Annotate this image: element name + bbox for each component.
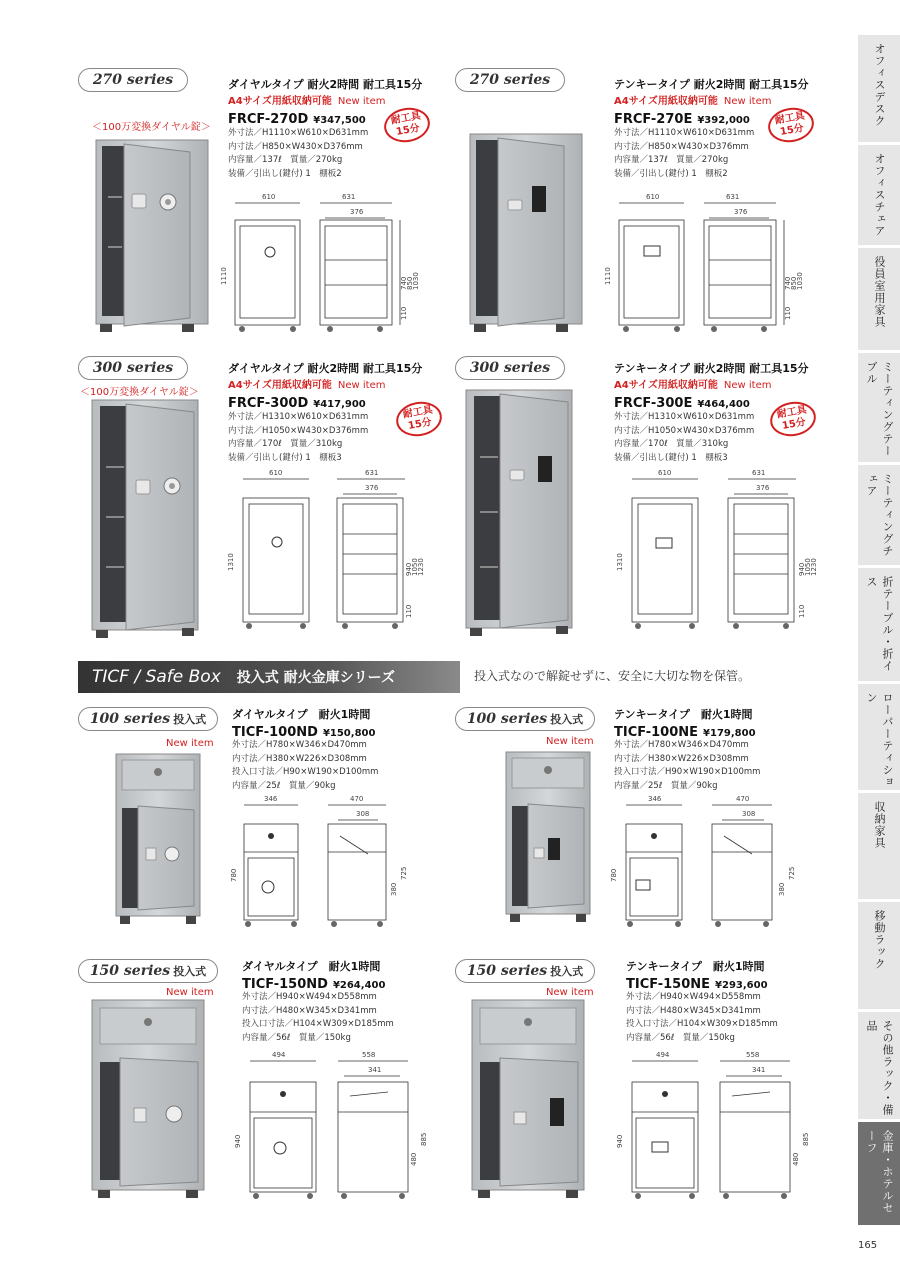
side-tab-label: 収納家具 <box>873 801 886 849</box>
spec-line: 投入口寸法／H104×W309×D185mm <box>242 1019 394 1029</box>
product-heading: ダイヤルタイプ 耐火1時間 <box>232 708 371 721</box>
series-suffix: 投入式 <box>173 713 207 726</box>
dim-height: 1310 <box>616 553 624 571</box>
dim-depth: 558 <box>746 1051 760 1059</box>
badge-line: 耐工具 <box>776 404 808 421</box>
dim-height: 940 <box>616 1134 624 1148</box>
dim-width: 610 <box>262 193 276 201</box>
series-name: 100 series <box>89 711 171 727</box>
series-label: 270 series <box>78 68 188 92</box>
side-tab-label: ミーティングチェア <box>865 473 894 557</box>
dim-depth: 558 <box>362 1051 376 1059</box>
dim-inner-depth: 376 <box>756 484 770 492</box>
spec-list <box>242 991 394 1045</box>
tool-resistance-badge <box>765 104 816 145</box>
dim-inner-1: 480 <box>792 1152 800 1166</box>
side-tab-other-rack[interactable] <box>858 1012 900 1122</box>
dim-inner-2: 885 <box>802 1132 810 1146</box>
model <box>614 721 756 740</box>
dim-inner-depth: 308 <box>356 810 370 818</box>
spec-line: 内寸法／H380×W226×D308mm <box>232 753 367 764</box>
dim-depth: 470 <box>350 795 364 803</box>
series-label <box>78 707 218 731</box>
badge-line: 15分 <box>779 122 805 138</box>
dimension-drawing <box>604 190 804 340</box>
dim-inner-2: 725 <box>788 866 796 880</box>
model-price: ¥264,400 <box>332 980 386 991</box>
dim-inner-1: 740 <box>784 276 792 290</box>
spec-line: 内寸法／H480×W345×D341mm <box>242 1005 377 1016</box>
side-tab-label: 折テーブル・折イス <box>865 576 894 672</box>
dim-inner-1: 940 <box>405 562 413 576</box>
series-label <box>455 707 595 731</box>
spec-list <box>626 991 778 1045</box>
a4-text: A4サイズ用紙収納可能 <box>614 380 718 391</box>
dimension-drawing <box>220 190 420 340</box>
dim-inner-1: 940 <box>798 562 806 576</box>
spec-line: 内容量／25ℓ 質量／90kg <box>232 780 336 791</box>
model-code: TICF-150ND <box>242 977 328 992</box>
new-item-label: New item <box>546 736 594 747</box>
series-label <box>78 959 218 983</box>
spec-list <box>614 739 760 793</box>
dim-inner-1: 380 <box>390 882 398 896</box>
side-tab-label: その他ラック・備品 <box>865 1020 894 1116</box>
side-tab-executive[interactable] <box>858 248 900 353</box>
model <box>614 108 750 127</box>
dim-inner-2: 850 <box>790 276 798 290</box>
dim-inner-depth: 376 <box>365 484 379 492</box>
side-tab-folding[interactable] <box>858 568 900 684</box>
new-item-label: New item <box>546 987 594 998</box>
lock-note: ＜100万変換ダイヤル錠＞ <box>80 387 199 398</box>
model-price: ¥392,000 <box>697 115 750 126</box>
spec-line: 投入口寸法／H90×W190×D100mm <box>614 767 761 777</box>
model-price: ¥464,400 <box>697 399 750 410</box>
tool-resistance-badge <box>767 398 818 439</box>
series-label <box>455 959 595 983</box>
section-banner <box>78 661 460 693</box>
model-price: ¥417,900 <box>313 399 366 410</box>
spec-line: 内寸法／H850×W430×D376mm <box>614 141 749 152</box>
new-item-label: New item <box>337 380 386 391</box>
dim-height: 1110 <box>220 267 228 285</box>
dim-inner-2: 850 <box>406 276 414 290</box>
dim-inner-3: 1230 <box>417 558 425 576</box>
model <box>228 392 366 411</box>
a4-text: A4サイズ用紙収納可能 <box>228 380 332 391</box>
dim-inner-3: 1230 <box>810 558 818 576</box>
spec-line: 外寸法／H1110×W610×D631mm <box>614 128 755 138</box>
model <box>232 721 375 740</box>
spec-line: 外寸法／H940×W494×D558mm <box>626 992 761 1002</box>
dim-inner-depth: 341 <box>752 1066 766 1074</box>
series-suffix: 投入式 <box>550 965 584 978</box>
product-heading: ダイヤルタイプ 耐火2時間 耐工具15分 <box>228 362 423 375</box>
dim-inner-2: 725 <box>400 866 408 880</box>
dimension-drawing <box>612 466 832 638</box>
spec-line: 外寸法／H1110×W610×D631mm <box>228 128 369 138</box>
side-tab-label: 役員室用家具 <box>873 256 886 328</box>
dimension-drawing <box>228 792 418 937</box>
model-price: ¥293,600 <box>715 980 768 991</box>
model-price: ¥150,800 <box>322 728 376 739</box>
spec-line: 装備／引出し(鍵付) 1 棚板2 <box>228 168 342 179</box>
side-tab-storage[interactable] <box>858 793 900 902</box>
badge-line: 15分 <box>781 416 807 432</box>
model <box>228 108 366 127</box>
dim-height: 780 <box>230 868 238 882</box>
dim-inner-1: 480 <box>410 1152 418 1166</box>
spec-line: 装備／引出し(鍵付) 1 棚板2 <box>614 168 728 179</box>
model-code: FRCF-300D <box>228 396 309 411</box>
model-code: FRCF-270E <box>614 112 693 127</box>
dim-width: 346 <box>264 795 278 803</box>
product-heading: ダイヤルタイプ 耐火1時間 <box>242 960 381 973</box>
dim-foot: 110 <box>405 604 413 618</box>
model-code: FRCF-300E <box>614 396 693 411</box>
product-heading: テンキータイプ 耐火1時間 <box>626 960 765 973</box>
model-code: TICF-100NE <box>614 725 699 740</box>
new-item-label: New item <box>337 96 386 107</box>
spec-line: 装備／引出し(鍵付) 1 棚板3 <box>614 452 728 463</box>
dim-depth: 631 <box>342 193 356 201</box>
tool-resistance-badge <box>393 398 444 439</box>
side-tab-label: 金庫・ホテルセーフ <box>865 1130 894 1214</box>
dim-height: 780 <box>610 868 618 882</box>
dim-inner-depth: 341 <box>368 1066 382 1074</box>
dim-height: 1310 <box>227 553 235 571</box>
side-tab-label: ミーティングテーブル <box>865 361 894 457</box>
model-code: FRCF-270D <box>228 112 309 127</box>
spec-line: 外寸法／H780×W346×D470mm <box>232 740 367 750</box>
spec-line: 内容量／56ℓ 質量／150kg <box>626 1032 735 1043</box>
side-tab-office-chair[interactable] <box>858 145 900 248</box>
side-tab-partition[interactable] <box>858 684 900 793</box>
dimension-drawing <box>612 1048 812 1208</box>
banner-title-jp: 投入式 耐火金庫シリーズ <box>236 670 395 686</box>
side-tab-meeting-table[interactable] <box>858 353 900 465</box>
spec-line: 内容量／137ℓ 質量／270kg <box>228 155 343 165</box>
spec-line: 内容量／56ℓ 質量／150kg <box>242 1032 351 1043</box>
dim-width: 610 <box>658 469 672 477</box>
product-heading: テンキータイプ 耐火2時間 耐工具15分 <box>614 78 809 91</box>
product-heading: ダイヤルタイプ 耐火2時間 耐工具15分 <box>228 78 423 91</box>
new-item-label: New item <box>166 738 214 749</box>
side-tab-safe[interactable] <box>858 1122 900 1228</box>
dim-inner-2: 1050 <box>804 558 812 576</box>
a4-note <box>614 376 772 391</box>
banner-tagline: 投入式なので解錠せずに、安全に大切な物を保管。 <box>474 669 751 683</box>
spec-line: 内寸法／H1050×W430×D376mm <box>228 425 369 436</box>
model-code: TICF-150NE <box>626 977 711 992</box>
dim-height: 940 <box>234 1134 242 1148</box>
banner-title-en: TICF / Safe Box <box>92 667 221 687</box>
dim-width: 494 <box>272 1051 286 1059</box>
side-tab-label: オフィスデスク <box>873 43 886 127</box>
dim-inner-depth: 376 <box>734 208 748 216</box>
dim-width: 610 <box>269 469 283 477</box>
dim-width: 346 <box>648 795 662 803</box>
dim-depth: 631 <box>365 469 379 477</box>
model <box>626 973 768 992</box>
new-item-label: New item <box>723 96 772 107</box>
spec-line: 内寸法／H480×W345×D341mm <box>626 1005 761 1016</box>
dim-width: 610 <box>646 193 660 201</box>
spec-list <box>232 739 378 793</box>
spec-line: 内寸法／H1050×W430×D376mm <box>614 425 755 436</box>
page-number: 165 <box>858 1240 878 1251</box>
a4-text: A4サイズ用紙収納可能 <box>614 96 718 107</box>
series-label: 270 series <box>455 68 565 92</box>
safe-photo <box>456 386 586 641</box>
dim-inner-depth: 376 <box>350 208 364 216</box>
badge-line: 耐工具 <box>390 110 422 127</box>
model <box>242 973 385 992</box>
dim-height: 1110 <box>604 267 612 285</box>
side-tab-meeting-chair[interactable] <box>858 465 900 568</box>
dim-depth: 470 <box>736 795 750 803</box>
dim-depth: 631 <box>752 469 766 477</box>
spec-line: 装備／引出し(鍵付) 1 棚板3 <box>228 452 342 463</box>
model-price: ¥347,500 <box>313 115 366 126</box>
dim-inner-1: 740 <box>400 276 408 290</box>
side-tab-label: ローパーティション <box>865 692 894 788</box>
safe-photo <box>500 748 600 928</box>
side-tab-office-desk[interactable] <box>858 35 900 145</box>
series-name: 100 series <box>466 711 548 727</box>
spec-line: 内容量／170ℓ 質量／310kg <box>614 439 729 449</box>
dim-inner-3: 1030 <box>796 272 804 290</box>
dimension-drawing <box>225 466 425 638</box>
series-name: 150 series <box>466 963 548 979</box>
new-item-label: New item <box>166 987 214 998</box>
model-code: TICF-100ND <box>232 725 318 740</box>
series-label: 300 series <box>78 356 188 380</box>
dim-inner-depth: 308 <box>742 810 756 818</box>
safe-photo <box>110 750 210 930</box>
spec-line: 内寸法／H380×W226×D308mm <box>614 753 749 764</box>
badge-line: 耐工具 <box>774 110 806 127</box>
safe-photo <box>86 996 212 1206</box>
series-suffix: 投入式 <box>173 965 207 978</box>
spec-line: 内寸法／H850×W430×D376mm <box>228 141 363 152</box>
side-tab-label: オフィスチェア <box>873 153 886 237</box>
spec-list <box>614 127 754 181</box>
product-heading: テンキータイプ 耐火1時間 <box>614 708 753 721</box>
product-heading: テンキータイプ 耐火2時間 耐工具15分 <box>614 362 809 375</box>
spec-list <box>614 411 754 465</box>
dim-foot: 110 <box>798 604 806 618</box>
lock-note: ＜100万変換ダイヤル錠＞ <box>92 122 211 133</box>
model <box>614 392 750 411</box>
series-label: 300 series <box>455 356 565 380</box>
tool-resistance-badge <box>381 104 432 145</box>
new-item-label: New item <box>723 380 772 391</box>
spec-line: 外寸法／H1310×W610×D631mm <box>228 412 369 422</box>
a4-note <box>228 92 386 107</box>
spec-line: 外寸法／H940×W494×D558mm <box>242 992 377 1002</box>
dim-inner-2: 1050 <box>411 558 419 576</box>
dimension-drawing <box>606 792 806 937</box>
dim-inner-3: 1030 <box>412 272 420 290</box>
spec-line: 内容量／170ℓ 質量／310kg <box>228 439 343 449</box>
dim-foot: 110 <box>784 306 792 320</box>
side-tab-mobile-rack[interactable] <box>858 902 900 1012</box>
badge-line: 耐工具 <box>402 404 434 421</box>
series-suffix: 投入式 <box>550 713 584 726</box>
series-name: 150 series <box>89 963 171 979</box>
safe-photo <box>456 130 586 335</box>
dim-depth: 631 <box>726 193 740 201</box>
dim-foot: 110 <box>400 306 408 320</box>
spec-list <box>228 127 368 181</box>
dim-width: 494 <box>656 1051 670 1059</box>
badge-line: 15分 <box>395 122 421 138</box>
spec-list <box>228 411 368 465</box>
a4-note <box>228 376 386 391</box>
spec-line: 内容量／25ℓ 質量／90kg <box>614 780 718 791</box>
spec-line: 投入口寸法／H90×W190×D100mm <box>232 767 379 777</box>
dim-inner-1: 380 <box>778 882 786 896</box>
safe-photo <box>82 136 212 336</box>
safe-photo <box>82 396 212 641</box>
a4-text: A4サイズ用紙収納可能 <box>228 96 332 107</box>
side-tab-label: 移動ラック <box>873 910 886 970</box>
spec-line: 外寸法／H780×W346×D470mm <box>614 740 749 750</box>
dim-inner-2: 885 <box>420 1132 428 1146</box>
badge-line: 15分 <box>407 416 433 432</box>
dimension-drawing <box>232 1048 432 1208</box>
spec-line: 投入口寸法／H104×W309×D185mm <box>626 1019 778 1029</box>
spec-line: 外寸法／H1310×W610×D631mm <box>614 412 755 422</box>
model-price: ¥179,800 <box>703 728 756 739</box>
a4-note <box>614 92 772 107</box>
spec-line: 内容量／137ℓ 質量／270kg <box>614 155 729 165</box>
safe-photo <box>466 996 592 1206</box>
